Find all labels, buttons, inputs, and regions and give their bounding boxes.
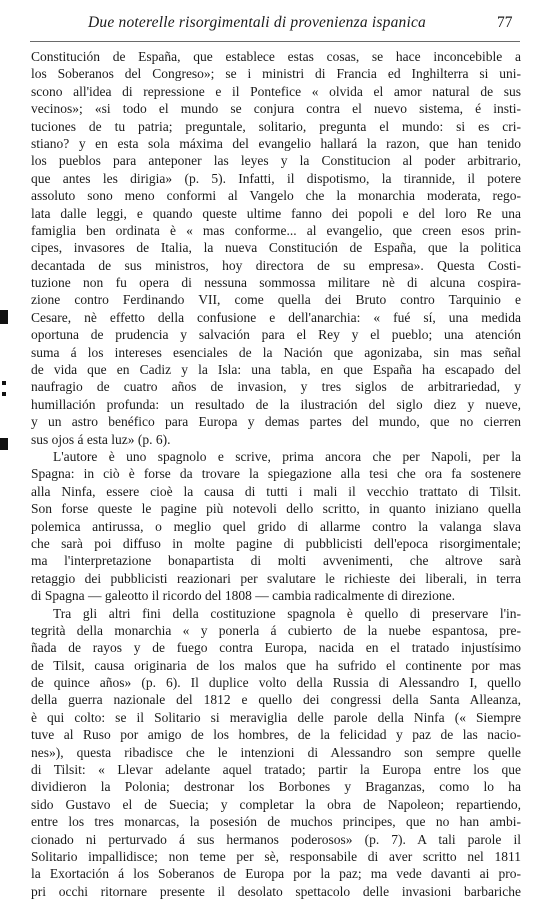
- text-line: ma l'interpretazione bonapartista di molti avvenimenti, che altrove sarà: [31, 553, 521, 569]
- margin-mark: [2, 381, 6, 385]
- text-line: scono all'idea di repressione e il Pontefice « olvida el amor natural de sus: [31, 83, 521, 99]
- page-number: 77: [497, 14, 513, 31]
- body-text: [31, 48, 521, 900]
- text-line: de vida que en Cadiz y la Isla: una tabla, en que España ha escapado del: [31, 362, 521, 378]
- text-line: zione contro Ferdinando VII, come quella dei Bruto contro Tarquinio e: [31, 292, 521, 308]
- text-line: polemica antirussa, o meglio quel grido di allarme contro la valanga slava: [31, 518, 521, 534]
- text-line: entre los tres monarcas, la posesión de muchos principes, que no han ambi-: [31, 814, 521, 830]
- page-header: [0, 14, 550, 40]
- text-line: lata dalle leggi, e quando queste ultime fanno dei popoli e del loro Re una: [31, 205, 521, 221]
- text-line: Constitución de España, que establece estas cosas, se hace inconcebible a: [31, 49, 521, 64]
- text-line: oportuna de prudencia y salvación para el Rey y el pueblo; una atención: [31, 327, 521, 343]
- text-line: cipes, invasores de Italia, la nueva Constitución de España, que la politica: [31, 240, 521, 256]
- text-line: Son forse queste le pagine più notevoli dello scritto, in quanto iniziano quella: [31, 501, 521, 517]
- margin-mark: [0, 438, 8, 450]
- text-line: los Soberanos del Congreso»; se i ministri di Francia ed Inghilterra si uni-: [31, 66, 521, 82]
- text-line: Cesare, nè effetto della confusione e dell'anarchia: « fué sí, una medida: [31, 309, 521, 325]
- text-line: sido Gustavo el de Suecia; y completar la obra de Napoleon; repartiendo,: [31, 796, 521, 812]
- text-line: los pueblos para anteponer las leyes y la Constitucion al poder arbitrario,: [31, 153, 521, 169]
- text-line: decantada de sus ministros, hoy directora de su empresa». Questa Costi-: [31, 257, 521, 273]
- text-line: de quince años» (p. 6). Il duplice volto della Russia di Alessandro I, quello: [31, 675, 521, 691]
- text-line: de Tilsit, causa originaria de los malos que ha sufrido el continente por mas: [31, 657, 521, 673]
- text-line: sus ojos á esta luz» (p. 6).: [31, 431, 171, 447]
- text-line: stiano? y en esta sola máxima del evangelio hallará la razon, que han tenido: [31, 135, 521, 151]
- text-line: y un astro benéfico para Europa y demas partes del mundo, que no cierren: [31, 414, 521, 430]
- text-line: la Exortación á los Soberanos de Europa por la paz; ma vede davanti ai pro-: [31, 866, 521, 882]
- text-line: Tra gli altri fini della costituzione spagnola è quello di preservare l'in-: [53, 605, 521, 621]
- text-line: nes»), questa ribadisce che le intenzioni di Alessandro son sempre quelle: [31, 744, 521, 760]
- text-line: retaggio dei pubblicisti reazionari per svalutare le richieste dei liberali, in terra: [31, 570, 521, 586]
- text-line: suma á los intereses esenciales de la Nación que agonizaba, sin mas señal: [31, 344, 521, 360]
- text-line: tuve al Ruso por amigo de los hombres, de la felicidad y paz de las nacio-: [31, 727, 521, 743]
- text-line: vecinos»; «si todo el mundo se conjura contra el nuevo sistema, é insti-: [31, 101, 521, 117]
- text-line: della guerra nazionale del 1812 e quello dei congressi della Santa Alleanza,: [31, 692, 521, 708]
- text-line: Solitario impallidisce; non teme per sè, responsabile di aver scritto nel 1811: [31, 848, 521, 864]
- margin-mark: [0, 310, 8, 324]
- text-line: Spagna: in ciò è forse da trovare la spiegazione alla tesi che ora fa sostenere: [31, 466, 521, 482]
- header-rule: [30, 41, 520, 42]
- text-line: di Tilsit: « Llevar adelante aquel tratado; partir la Europa entre los que: [31, 762, 521, 778]
- text-line: tuzione non fu opera di nessuna sommossa militare nè di alcuna cospira-: [31, 275, 521, 291]
- text-line: assoluto sono meno conformi al Vangelo che la monarchia moderata, rego-: [31, 188, 521, 204]
- running-title: Due noterelle risorgimentali di provenienza ispanica: [88, 14, 427, 31]
- text-line: L'autore è uno spagnolo e scrive, prima ancora che per Napoli, per la: [53, 448, 521, 464]
- text-line: dividieron la Polonia; destronar los Borbones y Braganzas, como lo ha: [31, 779, 521, 795]
- text-line: que antes les dirigia» (p. 5). Infatti, il dispotismo, la tirannide, il potere: [31, 170, 521, 186]
- text-line: cionado ni perturvado á sus hermanos poderosos» (p. 7). A tali parole il: [31, 831, 521, 847]
- margin-mark: [2, 392, 6, 396]
- text-line: humillación profunda: un resultado de la ilustración del siglo diez y nueve,: [31, 396, 521, 412]
- text-line: è qui colto: se il Solitario si meraviglia delle parole della Ninfa (« Siempre: [31, 709, 521, 725]
- text-line: naufragio de cuatro años de invasion, y tres siglos de arbitrariedad, y: [31, 379, 521, 395]
- text-line: tuciones de tu patria; preguntale, solitario, pregunta el mundo: si es cri-: [31, 118, 521, 134]
- text-line: pri occhi ritornare presente il desolato spettacolo delle invasioni barbariche: [31, 883, 521, 899]
- text-line: famiglia ben ordinata è « mas conforme... al evangelio, que creen esos prin-: [31, 222, 521, 238]
- text-line: alla Ninfa, essere cioè la causa di tutti i mali il vecchio trattato di Tilsit.: [31, 483, 521, 499]
- text-line: di Spagna — galeotto il ricordo del 1808 — cambia radicalmente di direzione.: [31, 588, 455, 604]
- text-line: che sarà poi diffuso in molte pagine di pubblicisti dell'epoca risorgimentale;: [31, 535, 521, 551]
- text-line: ñada de rayos y de fuego contra Europa, nacida en el tratado injustísimo: [31, 640, 521, 656]
- text-line: tegrità della monarchia « y ponerla á cubierto de la nuebe espantosa, pre-: [31, 622, 521, 638]
